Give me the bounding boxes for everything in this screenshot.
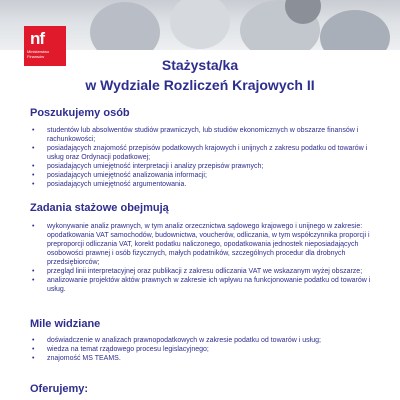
list-item: • znajomość MS TEAMS.: [30, 354, 375, 363]
job-title: Stażysta/ka: [161, 57, 239, 73]
ministry-logo: [24, 26, 66, 66]
section-heading: Mile widziane: [30, 318, 101, 330]
list-item: • przegląd linii interpretacyjnej oraz publikacji z zakresu odliczania VAT we wskazanym wyżej obszarze;: [30, 267, 375, 276]
list-item: • wykonywanie analiz prawnych, w tym analiz orzecznictwa sądowego krajowego i unijnego w zakresie: opodatkowania VAT samochodów, budownictwa, voucherów, odliczania, w tym współczynnika proporcji i preproporcji odliczania VAT, korekt podatku naliczonego, opodatkowania jednostek nieposiadających osobowości prawnej i osób fizycznych, małych podatników, szczególnych procedur dla drobnych przedsiębiorców;: [30, 222, 375, 267]
nice-to-have-list: [30, 336, 375, 363]
list-item: • posiadających znajomość przepisów podatkowych krajowych i unijnych z zakresu podatku od towarów i usług oraz Ordynacji podatkowej;: [30, 144, 375, 162]
list-item: • doświadczenie w analizach prawnopodatkowych w zakresie podatku od towarów i usług;: [30, 336, 375, 345]
logo-mark: nf: [30, 29, 45, 48]
tasks-list: [30, 222, 375, 294]
hero-shape: [320, 10, 390, 52]
list-item: • posiadających umiejętność argumentowania.: [30, 180, 375, 189]
hero-shape: [90, 2, 160, 52]
list-item: • posiadających umiejętność interpretacji i analizy przepisów prawnych;: [30, 162, 375, 171]
requirements-list: [30, 126, 375, 189]
hero-shape: [170, 0, 230, 49]
section-heading: Poszukujemy osób: [30, 107, 130, 119]
list-item: • studentów lub absolwentów studiów prawniczych, lub studiów ekonomicznych w obszarze finansów i rachunkowości;: [30, 126, 375, 144]
section-heading: Oferujemy:: [30, 383, 89, 395]
list-item: • wiedza na temat rządowego procesu legislacyjnego;: [30, 345, 375, 354]
list-item: • posiadających umiejętność analizowania informacji;: [30, 171, 375, 180]
document-content: [0, 50, 400, 400]
department-title: w Wydziale Rozliczeń Krajowych II: [85, 77, 315, 93]
list-item: • analizowanie projektów aktów prawnych w zakresie ich wpływu na funkcjonowanie podatku od towarów i usług.: [30, 276, 375, 294]
section-heading: Zadania stażowe obejmują: [30, 202, 169, 214]
logo-text: Ministerstwo Finansów: [27, 49, 50, 59]
